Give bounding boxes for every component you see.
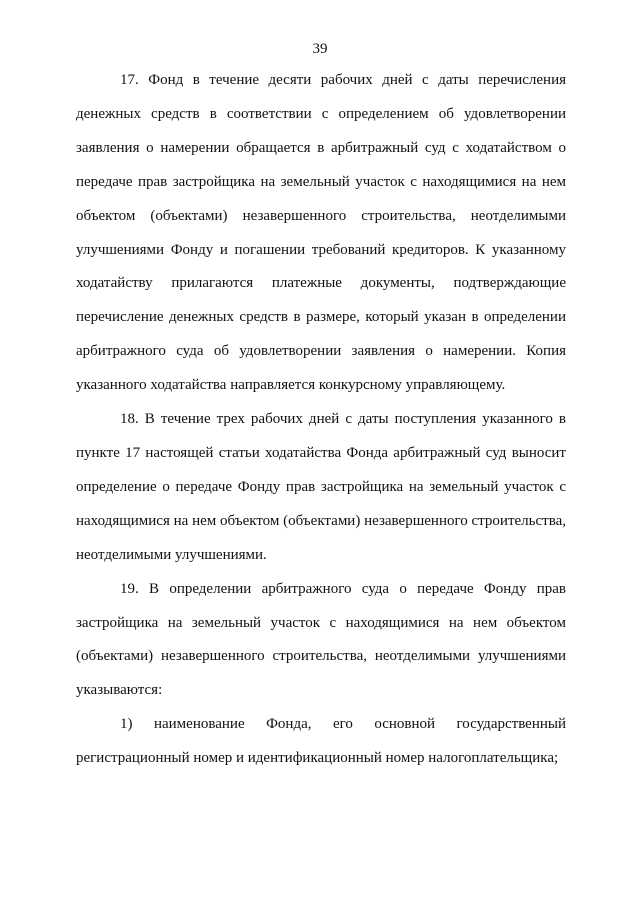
paragraph-17: 17. Фонд в течение десяти рабочих дней с даты перечисления денежных средств в соответствии с определением об удовлетворении заявления о намерении обращается в арбитражный суд с ходатайством о передаче прав застройщика на земельный участок с находящимися на нем объектом (объектами) незавершенного строительства, неотделимыми улучшениями Фонду и погашении требований кредиторов. К указанному ходатайству прилагаются платежные документы, подтверждающие перечисление денежных средств в размере, который указан в определении арбитражного суда об удовлетворении заявления о намерении. Копия указанного ходатайства направляется конкурсному управляющему. [76,72,566,394]
page-number: 39 [312,41,328,57]
paragraph-19-item-1: 1) наименование Фонда, его основной государственный регистрационный номер и идентификационный номер налогоплательщика; [76,716,566,767]
paragraph-18: 18. В течение трех рабочих дней с даты поступления указанного в пункте 17 настоящей статьи ходатайства Фонда арбитражный суд выносит определение о передаче Фонду прав застройщика на земельный участок с находящимися на нем объектом (объектами) незавершенного строительства, неотделимыми улучшениями. [76,411,566,563]
paragraph-19: 19. В определении арбитражного суда о передаче Фонду прав застройщика на земельный участок с находящимися на нем объектом (объектами) незавершенного строительства, неотделимыми улучшениями указываются: [76,580,566,699]
document-body [76,64,566,776]
